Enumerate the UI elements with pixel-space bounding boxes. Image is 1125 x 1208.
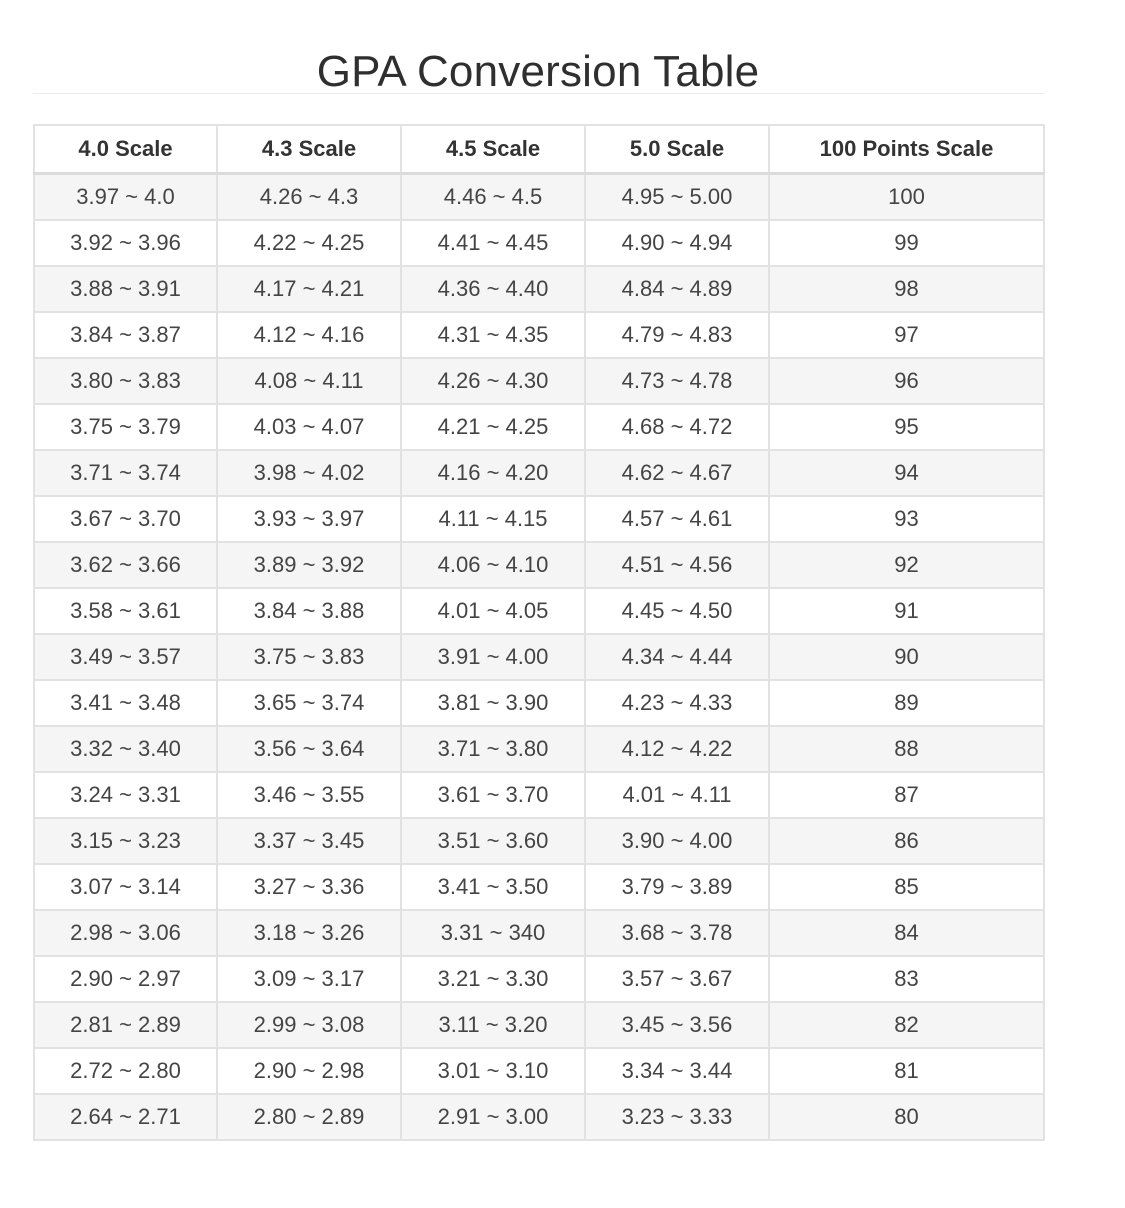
header-row — [34, 125, 1044, 174]
cell-4-0-scale: 3.75 ~ 3.79 — [34, 404, 217, 450]
cell-4-5-scale: 3.91 ~ 4.00 — [401, 634, 585, 680]
table-row — [34, 726, 1044, 772]
cell-5-0-scale: 4.84 ~ 4.89 — [585, 266, 769, 312]
cell-100-points-scale: 86 — [769, 818, 1044, 864]
cell-5-0-scale: 4.57 ~ 4.61 — [585, 496, 769, 542]
cell-5-0-scale: 4.95 ~ 5.00 — [585, 174, 769, 221]
cell-4-0-scale: 3.97 ~ 4.0 — [34, 174, 217, 221]
cell-100-points-scale: 85 — [769, 864, 1044, 910]
table-row — [34, 542, 1044, 588]
table-row — [34, 956, 1044, 1002]
header-cell-5-0-scale: 5.0 Scale — [585, 125, 769, 174]
cell-4-0-scale: 3.07 ~ 3.14 — [34, 864, 217, 910]
cell-4-5-scale: 4.01 ~ 4.05 — [401, 588, 585, 634]
cell-4-5-scale: 3.61 ~ 3.70 — [401, 772, 585, 818]
cell-4-5-scale: 4.46 ~ 4.5 — [401, 174, 585, 221]
cell-100-points-scale: 92 — [769, 542, 1044, 588]
header-cell-4-0-scale: 4.0 Scale — [34, 125, 217, 174]
cell-4-3-scale: 3.65 ~ 3.74 — [217, 680, 401, 726]
cell-5-0-scale: 4.79 ~ 4.83 — [585, 312, 769, 358]
cell-4-0-scale: 3.49 ~ 3.57 — [34, 634, 217, 680]
gpa-conversion-table — [33, 124, 1045, 1141]
cell-4-3-scale: 3.18 ~ 3.26 — [217, 910, 401, 956]
cell-4-3-scale: 3.46 ~ 3.55 — [217, 772, 401, 818]
cell-4-0-scale: 2.98 ~ 3.06 — [34, 910, 217, 956]
cell-5-0-scale: 3.34 ~ 3.44 — [585, 1048, 769, 1094]
cell-4-5-scale: 4.41 ~ 4.45 — [401, 220, 585, 266]
cell-100-points-scale: 80 — [769, 1094, 1044, 1140]
cell-100-points-scale: 94 — [769, 450, 1044, 496]
table-row — [34, 174, 1044, 221]
cell-4-3-scale: 4.08 ~ 4.11 — [217, 358, 401, 404]
cell-100-points-scale: 83 — [769, 956, 1044, 1002]
table-row — [34, 680, 1044, 726]
cell-4-3-scale: 3.75 ~ 3.83 — [217, 634, 401, 680]
cell-4-5-scale: 4.31 ~ 4.35 — [401, 312, 585, 358]
cell-4-5-scale: 4.06 ~ 4.10 — [401, 542, 585, 588]
cell-4-3-scale: 2.99 ~ 3.08 — [217, 1002, 401, 1048]
cell-4-5-scale: 3.81 ~ 3.90 — [401, 680, 585, 726]
cell-4-5-scale: 3.21 ~ 3.30 — [401, 956, 585, 1002]
cell-4-5-scale: 3.51 ~ 3.60 — [401, 818, 585, 864]
cell-5-0-scale: 4.23 ~ 4.33 — [585, 680, 769, 726]
cell-100-points-scale: 95 — [769, 404, 1044, 450]
table-row — [34, 220, 1044, 266]
cell-5-0-scale: 4.34 ~ 4.44 — [585, 634, 769, 680]
table-row — [34, 450, 1044, 496]
cell-100-points-scale: 82 — [769, 1002, 1044, 1048]
table-body — [34, 174, 1044, 1141]
title-divider — [33, 93, 1044, 94]
cell-5-0-scale: 4.45 ~ 4.50 — [585, 588, 769, 634]
cell-4-5-scale: 4.21 ~ 4.25 — [401, 404, 585, 450]
cell-4-5-scale: 3.71 ~ 3.80 — [401, 726, 585, 772]
table-row — [34, 496, 1044, 542]
cell-4-0-scale: 3.15 ~ 3.23 — [34, 818, 217, 864]
table-row — [34, 1048, 1044, 1094]
cell-4-5-scale: 3.01 ~ 3.10 — [401, 1048, 585, 1094]
cell-4-0-scale: 3.62 ~ 3.66 — [34, 542, 217, 588]
cell-100-points-scale: 97 — [769, 312, 1044, 358]
cell-4-3-scale: 4.12 ~ 4.16 — [217, 312, 401, 358]
table-row — [34, 358, 1044, 404]
table-header — [34, 125, 1044, 174]
cell-4-3-scale: 3.56 ~ 3.64 — [217, 726, 401, 772]
cell-5-0-scale: 3.23 ~ 3.33 — [585, 1094, 769, 1140]
header-cell-100-points-scale: 100 Points Scale — [769, 125, 1044, 174]
cell-100-points-scale: 98 — [769, 266, 1044, 312]
cell-4-0-scale: 3.71 ~ 3.74 — [34, 450, 217, 496]
cell-5-0-scale: 3.90 ~ 4.00 — [585, 818, 769, 864]
cell-4-5-scale: 3.41 ~ 3.50 — [401, 864, 585, 910]
cell-4-3-scale: 2.90 ~ 2.98 — [217, 1048, 401, 1094]
cell-100-points-scale: 88 — [769, 726, 1044, 772]
table-row — [34, 588, 1044, 634]
cell-4-3-scale: 4.26 ~ 4.3 — [217, 174, 401, 221]
cell-4-3-scale: 3.84 ~ 3.88 — [217, 588, 401, 634]
cell-4-0-scale: 3.80 ~ 3.83 — [34, 358, 217, 404]
cell-4-0-scale: 3.58 ~ 3.61 — [34, 588, 217, 634]
cell-4-5-scale: 4.11 ~ 4.15 — [401, 496, 585, 542]
table-row — [34, 772, 1044, 818]
table-row — [34, 404, 1044, 450]
cell-4-0-scale: 2.90 ~ 2.97 — [34, 956, 217, 1002]
cell-4-5-scale: 4.36 ~ 4.40 — [401, 266, 585, 312]
cell-4-0-scale: 3.84 ~ 3.87 — [34, 312, 217, 358]
cell-5-0-scale: 3.79 ~ 3.89 — [585, 864, 769, 910]
cell-4-5-scale: 2.91 ~ 3.00 — [401, 1094, 585, 1140]
cell-100-points-scale: 90 — [769, 634, 1044, 680]
cell-4-3-scale: 3.93 ~ 3.97 — [217, 496, 401, 542]
table-row — [34, 910, 1044, 956]
cell-5-0-scale: 4.51 ~ 4.56 — [585, 542, 769, 588]
table-row — [34, 266, 1044, 312]
cell-5-0-scale: 3.57 ~ 3.67 — [585, 956, 769, 1002]
page-title: GPA Conversion Table — [316, 47, 760, 97]
cell-4-3-scale: 3.09 ~ 3.17 — [217, 956, 401, 1002]
table-row — [34, 1094, 1044, 1140]
cell-4-3-scale: 3.37 ~ 3.45 — [217, 818, 401, 864]
header-cell-4-3-scale: 4.3 Scale — [217, 125, 401, 174]
cell-4-0-scale: 3.24 ~ 3.31 — [34, 772, 217, 818]
cell-4-3-scale: 3.27 ~ 3.36 — [217, 864, 401, 910]
cell-100-points-scale: 84 — [769, 910, 1044, 956]
cell-100-points-scale: 96 — [769, 358, 1044, 404]
cell-4-5-scale: 3.11 ~ 3.20 — [401, 1002, 585, 1048]
cell-4-5-scale: 4.26 ~ 4.30 — [401, 358, 585, 404]
cell-100-points-scale: 100 — [769, 174, 1044, 221]
cell-4-0-scale: 3.67 ~ 3.70 — [34, 496, 217, 542]
cell-5-0-scale: 4.01 ~ 4.11 — [585, 772, 769, 818]
cell-5-0-scale: 4.90 ~ 4.94 — [585, 220, 769, 266]
cell-4-3-scale: 2.80 ~ 2.89 — [217, 1094, 401, 1140]
cell-5-0-scale: 4.12 ~ 4.22 — [585, 726, 769, 772]
cell-100-points-scale: 89 — [769, 680, 1044, 726]
cell-4-3-scale: 4.22 ~ 4.25 — [217, 220, 401, 266]
cell-100-points-scale: 99 — [769, 220, 1044, 266]
cell-4-3-scale: 4.17 ~ 4.21 — [217, 266, 401, 312]
table-row — [34, 634, 1044, 680]
table-row — [34, 1002, 1044, 1048]
cell-4-0-scale: 2.72 ~ 2.80 — [34, 1048, 217, 1094]
cell-4-0-scale: 3.41 ~ 3.48 — [34, 680, 217, 726]
cell-100-points-scale: 93 — [769, 496, 1044, 542]
table-row — [34, 818, 1044, 864]
cell-5-0-scale: 4.73 ~ 4.78 — [585, 358, 769, 404]
cell-4-0-scale: 3.88 ~ 3.91 — [34, 266, 217, 312]
table-row — [34, 864, 1044, 910]
cell-4-0-scale: 2.81 ~ 2.89 — [34, 1002, 217, 1048]
cell-5-0-scale: 4.62 ~ 4.67 — [585, 450, 769, 496]
cell-4-0-scale: 3.92 ~ 3.96 — [34, 220, 217, 266]
cell-4-5-scale: 4.16 ~ 4.20 — [401, 450, 585, 496]
cell-4-3-scale: 3.89 ~ 3.92 — [217, 542, 401, 588]
cell-4-5-scale: 3.31 ~ 340 — [401, 910, 585, 956]
cell-5-0-scale: 4.68 ~ 4.72 — [585, 404, 769, 450]
cell-100-points-scale: 81 — [769, 1048, 1044, 1094]
cell-100-points-scale: 87 — [769, 772, 1044, 818]
cell-4-0-scale: 3.32 ~ 3.40 — [34, 726, 217, 772]
header-cell-4-5-scale: 4.5 Scale — [401, 125, 585, 174]
cell-100-points-scale: 91 — [769, 588, 1044, 634]
table-row — [34, 312, 1044, 358]
cell-4-3-scale: 4.03 ~ 4.07 — [217, 404, 401, 450]
cell-5-0-scale: 3.45 ~ 3.56 — [585, 1002, 769, 1048]
cell-5-0-scale: 3.68 ~ 3.78 — [585, 910, 769, 956]
cell-4-0-scale: 2.64 ~ 2.71 — [34, 1094, 217, 1140]
cell-4-3-scale: 3.98 ~ 4.02 — [217, 450, 401, 496]
